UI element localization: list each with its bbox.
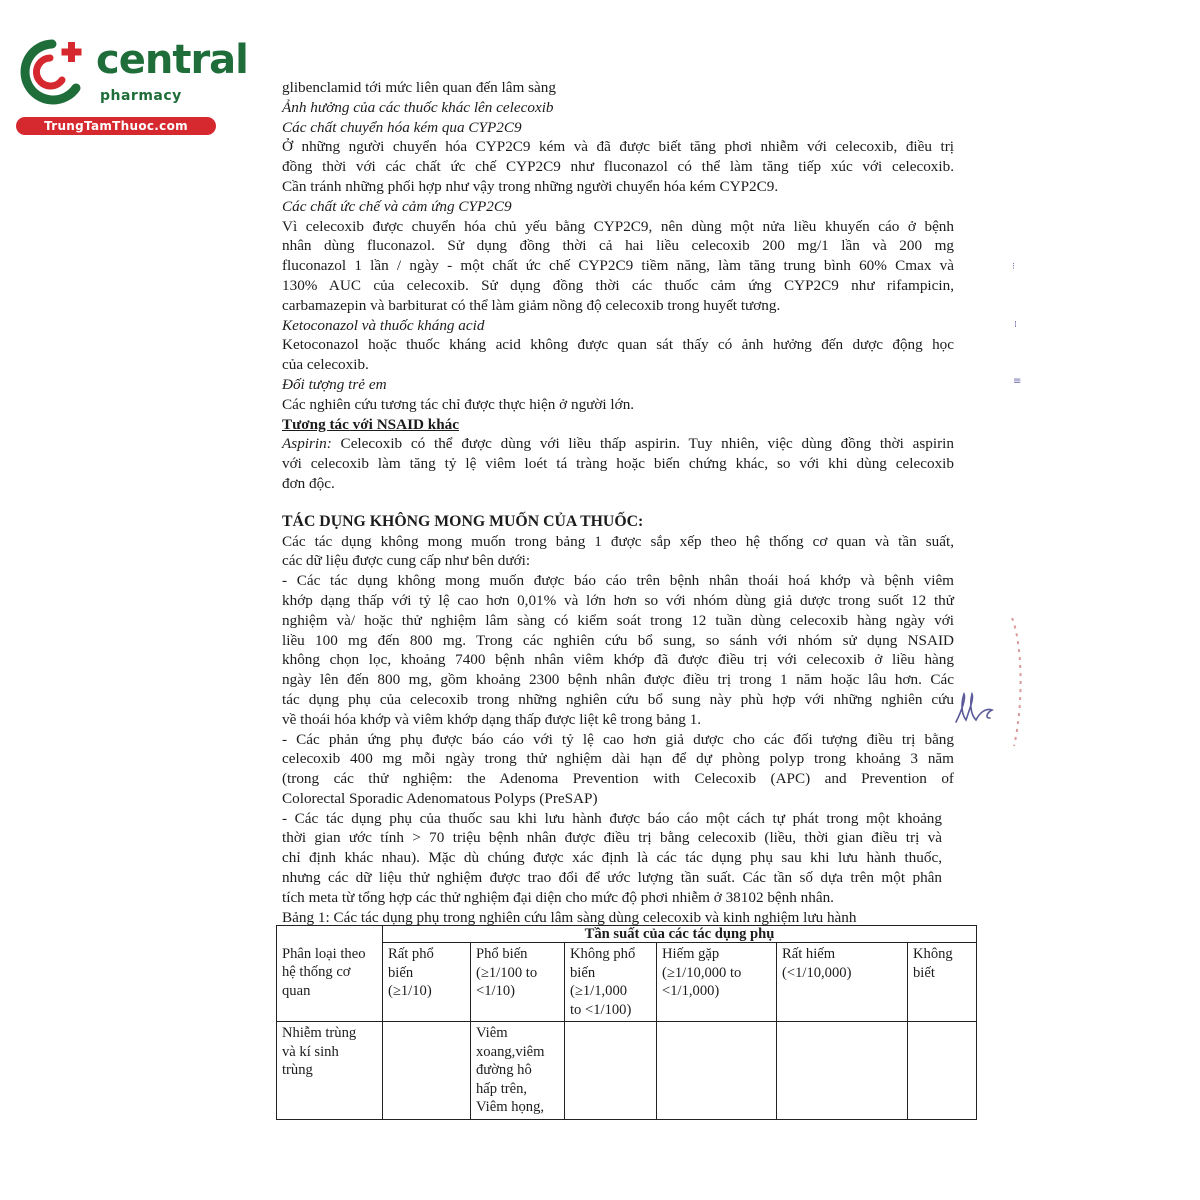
table-cell-unknown — [908, 1022, 977, 1120]
text-line: - Các tác dụng không mong muốn được báo cáo trên bệnh nhân thoái hoá khớp và bệnh viêm — [282, 572, 954, 590]
column-header-organ-class: Phân loại theo hệ thống cơ quan — [277, 943, 383, 1022]
text-line: tích meta từ tổng hợp các thử nghiệm đại diện cho mức độ phơi nhiễm ở 38102 bệnh nhân. — [282, 888, 834, 906]
text-line: về thoái hóa khớp và viêm khớp dạng thấp được liệt kê trong bảng 1. — [282, 710, 702, 728]
text-line: thời gian ước tính > 70 triệu bệnh nhân được điều trị bằng celecoxib (liều, thời gian điều trị và — [282, 829, 942, 847]
text-line: đồng thời với các chất ức chế CYP2C9 như fluconazol có thể làm tăng tiếp xúc với celecoxib. — [282, 158, 954, 176]
column-header-unknown: Không biết — [908, 943, 977, 1022]
column-header-rare: Hiếm gặp (≥1/10,000 to <1/1,000) — [657, 943, 777, 1022]
text-line: Vì celecoxib được chuyển hóa chủ yếu bằng CYP2C9, nên dùng một nửa liều khuyến cáo ở bệnh — [282, 217, 954, 235]
text-line-aspirin — [282, 434, 954, 454]
table-cell-rare — [657, 1022, 777, 1120]
subheading-poor-metabolizers: Các chất chuyển hóa kém qua CYP2C9 — [282, 118, 522, 136]
text-line: không chọn lọc, khoảng 7400 bệnh nhân viêm khớp đã được điều trị với celecoxib ở liều hàng — [282, 651, 954, 669]
text-line: Ở những người chuyển hóa CYP2C9 kém và đã được biết tăng phơi nhiễm với celecoxib, điều trị — [282, 138, 954, 156]
text-line: của celecoxib. — [282, 356, 369, 374]
margin-mark-icon: ≡ — [1013, 376, 1022, 387]
subheading-other-drugs: Ảnh hưởng của các thuốc khác lên celecoxib — [282, 98, 554, 116]
text-line: (trong các thử nghiệm: the Adenoma Prevention with Celecoxib (APC) and Prevention of — [282, 770, 954, 788]
table-cell-very-rare — [777, 1022, 908, 1120]
margin-mark-icon: ⁞ — [1014, 320, 1017, 330]
table-row — [277, 1022, 977, 1120]
table-header-row — [277, 926, 977, 943]
text-line: với celecoxib làm tăng tỷ lệ viêm loét tá tràng hoặc biến chứng khác, so với khi dùng celecoxib — [282, 455, 954, 473]
column-header-uncommon: Không phổ biến (≥1/1,000 to <1/100) — [565, 943, 657, 1022]
text-line: fluconazol 1 lần / ngày - một chất ức chế CYP2C9 tiềm năng, làm tăng trung bình 60% Cmax và — [282, 257, 954, 275]
table-cell-common: Viêm xoang,viêm đường hô hấp trên, Viêm họng, — [471, 1022, 565, 1120]
margin-mark-icon: ⁝ — [1012, 262, 1015, 272]
column-header-very-rare: Rất hiếm (<1/10,000) — [777, 943, 908, 1022]
aspirin-label: Aspirin: — [282, 435, 332, 453]
text-line: Các nghiên cứu tương tác chỉ được thực hiện ở người lớn. — [282, 395, 635, 413]
brand-name: central — [96, 37, 248, 83]
text-line: 130% AUC của celecoxib. Sử dụng đồng thời các thuốc cảm ứng CYP2C9 như rifampicin, — [282, 276, 954, 294]
text-line: Ketoconazol hoặc thuốc kháng acid không được quan sát thấy có ảnh hưởng đến dược động học — [282, 336, 954, 354]
text-line: khớp dạng thấp với tỷ lệ cao hơn 0,01% và lớn hơn so với nhóm dùng giả dược trong suốt 12 thử — [282, 591, 954, 609]
text-line: đơn độc. — [282, 474, 335, 492]
text-line: ngày lên đến 800 mg, gồm khoảng 2300 bệnh nhân được điều trị trong 1 năm hoặc lâu hơn. Các — [282, 671, 954, 689]
heading-nsaid-interaction: Tương tác với NSAID khác — [282, 415, 459, 433]
table-cell-organ-class: Nhiễm trùng và kí sinh trùng — [277, 1022, 383, 1120]
document-body — [282, 78, 954, 927]
text-line: carbamazepin và barbiturat có thể làm giảm nồng độ celecoxib trong huyết tương. — [282, 296, 781, 314]
table-cell-uncommon — [565, 1022, 657, 1120]
adverse-effects-table — [276, 925, 977, 1120]
pharmacy-cross-logo-icon — [12, 36, 90, 106]
paragraph-intro: glibenclamid tới mức liên quan đến lâm sàng — [282, 79, 556, 96]
table-corner-cell — [277, 926, 383, 943]
text-line: liều 100 mg đến 800 mg. Trong các nghiên cứu bổ sung, so sánh với nhóm sử dụng NSAID — [282, 631, 954, 649]
central-pharmacy-logo — [10, 36, 248, 136]
text-line: nhưng các dữ liệu thử nghiệm được trao đổi để ước lượng tần suất. Các tần số dựa trên một phân — [282, 869, 942, 887]
text-line: tác dụng phụ của celecoxib trong những nghiên cứu bổ sung này phù hợp với những nghiên cứu — [282, 690, 954, 708]
handwritten-initials-icon — [952, 690, 998, 726]
text-line: celecoxib 400 mg mỗi ngày trong thử nghiệm dài hạn để dự phòng polyp trong khoảng 3 năm — [282, 750, 954, 768]
text-line: - Các phản ứng phụ được báo cáo với tỷ lệ cao hơn giả dược cho các đối tượng điều trị bằng — [282, 730, 954, 748]
frequency-header: Tần suất của các tác dụng phụ — [383, 926, 977, 943]
brand-subname: pharmacy — [100, 88, 182, 104]
text-line: chỉ định khác nhau). Mặc dù chúng được xác định là các tác dụng phụ sau khi lưu hành thuốc, — [282, 849, 942, 867]
aspirin-text: Celecoxib có thể được dùng với liều thấp aspirin. Tuy nhiên, việc dùng đồng thời aspirin — [331, 435, 954, 453]
table-caption: Bảng 1: Các tác dụng phụ trong nghiên cứu lâm sàng dùng celecoxib và kinh nghiệm lưu hành — [282, 908, 857, 926]
table-cell-very-common — [383, 1022, 471, 1120]
subheading-inhibitors: Các chất ức chế và cảm ứng CYP2C9 — [282, 197, 512, 215]
stamp-fragment-icon — [1008, 612, 1028, 752]
section-heading-adverse-effects: TÁC DỤNG KHÔNG MONG MUỐN CỦA THUỐC: — [282, 512, 644, 530]
text-line: Colorectal Sporadic Adenomatous Polyps (PreSAP) — [282, 789, 598, 807]
text-line: nhân dùng fluconazol. Sử dụng đồng thời cả hai liều celecoxib 200 mg/1 lần và 200 mg — [282, 237, 954, 255]
column-header-common: Phổ biến (≥1/100 to <1/10) — [471, 943, 565, 1022]
text-line: các dữ liệu được cung cấp như bên dưới: — [282, 552, 531, 570]
subheading-children: Đối tượng trẻ em — [282, 375, 387, 393]
text-line: Cần tránh những phối hợp như vậy trong những người chuyển hóa kém CYP2C9. — [282, 177, 779, 195]
text-line: nghiệm và/ hoặc thử nghiệm lâm sàng có kiểm soát trong 12 tuần dùng celecoxib hàng ngày với — [282, 611, 954, 629]
subheading-ketoconazol: Ketoconazol và thuốc kháng acid — [282, 316, 485, 334]
text-line: Các tác dụng không mong muốn trong bảng 1 được sắp xếp theo hệ thống cơ quan và tần suất, — [282, 532, 954, 550]
brand-website: TrungTamThuoc.com — [16, 117, 216, 135]
column-header-very-common: Rất phổ biến (≥1/10) — [383, 943, 471, 1022]
text-line: - Các tác dụng phụ của thuốc sau khi lưu hành được báo cáo một cách tự phát trong một khoảng — [282, 809, 942, 827]
table-column-header-row — [277, 943, 977, 1022]
